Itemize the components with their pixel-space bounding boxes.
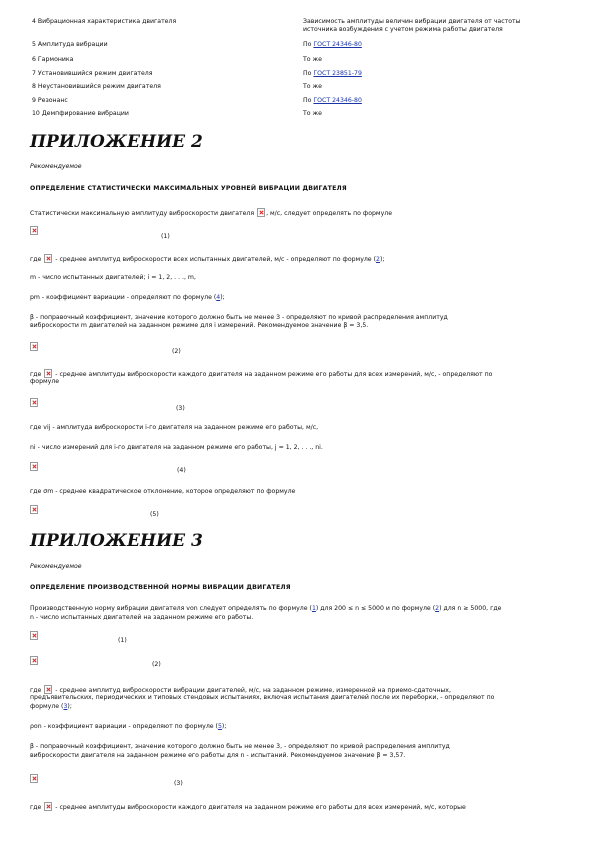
formula-ref-link[interactable]: 1 [311, 605, 316, 612]
formula-image-icon [30, 656, 38, 665]
appendix-2-para-cont: формуле [30, 378, 60, 385]
formula-ref-link[interactable]: 2 [376, 256, 380, 263]
term-row-5-label: 5 Амплитуда вибрации [32, 41, 108, 48]
equation-number: (3) [176, 405, 185, 412]
term-row-6-definition: То же [303, 56, 322, 63]
appendix-2-heading: ПРИЛОЖЕНИЕ 2 [30, 132, 203, 152]
formula-ref-link[interactable]: 2 [435, 605, 440, 612]
formula-image-icon [30, 226, 38, 235]
formula-image-icon [30, 342, 38, 351]
appendix-2-intro: Статистически максимальную амплитуду виброскорости двигателя , м/с, следует определять по формуле [30, 210, 393, 217]
term-row-4-definition: Зависимость амплитуды величин вибрации двигателя от частоты [303, 18, 521, 25]
appendix-2-para: где - среднее амплитуд виброскорости всех испытанных двигателей, м/с - определяют по формуле (2); [30, 256, 385, 263]
appendix-3-intro-cont: n - число испытанных двигателей на заданном режиме его работы. [30, 614, 254, 621]
formula-image-icon [30, 398, 38, 407]
term-row-7-label: 7 Установившийся режим двигателя [32, 70, 153, 77]
appendix-2-para: где σm - среднее квадратическое отклонение, которое определяют по формуле [30, 488, 296, 495]
gost-link[interactable]: ГОСТ 23851-79 [313, 70, 362, 77]
appendix-3-recommended-label: Рекомендуемое [30, 563, 82, 570]
gost-link[interactable]: ГОСТ 24346-80 [313, 97, 362, 104]
term-row-4-label: 4 Вибрационная характеристика двигателя [32, 18, 177, 25]
appendix-3-heading: ПРИЛОЖЕНИЕ 3 [30, 531, 203, 551]
appendix-3-intro: Производственную норму вибрации двигателя von следует определять по формуле (1) для 200 ≤ n ≤ 5000 и по формуле (2) для n ≥ 5000, где [30, 605, 502, 612]
gost-link[interactable]: ГОСТ 24346-80 [313, 41, 362, 48]
appendix-3-title: ОПРЕДЕЛЕНИЕ ПРОИЗВОДСТВЕННОЙ НОРМЫ ВИБРАЦИИ ДВИГАТЕЛЯ [30, 584, 291, 591]
formula-ref-link[interactable]: 5 [217, 723, 222, 730]
formula-image-icon [30, 462, 38, 471]
term-row-5-definition: По ГОСТ 24346-80 [303, 41, 362, 48]
broken-image-icon [44, 685, 52, 694]
formula-ref-link[interactable]: 3 [63, 703, 68, 710]
term-row-6-label: 6 Гармоника [32, 56, 74, 63]
appendix-3-para: ρon - коэффициент вариации - определяют по формуле (5); [30, 723, 227, 730]
term-row-7-definition: По ГОСТ 23851-79 [303, 70, 362, 77]
formula-image-icon [30, 774, 38, 783]
equation-number: (4) [177, 467, 186, 474]
appendix-3-para: где - среднее амплитуд виброскорости вибрации двигателей, м/с, на заданном режиме, измеренной на приемо-сдаточных, [30, 687, 451, 694]
term-row-9-label: 9 Резонанс [32, 97, 68, 104]
appendix-2-recommended-label: Рекомендуемое [30, 163, 82, 170]
broken-image-icon [44, 802, 52, 811]
term-row-10-label: 10 Демпфирование вибрации [32, 110, 129, 117]
appendix-2-title: ОПРЕДЕЛЕНИЕ СТАТИСТИЧЕСКИ МАКСИМАЛЬНЫХ УРОВНЕЙ ВИБРАЦИИ ДВИГАТЕЛЯ [30, 185, 347, 192]
formula-image-icon [30, 505, 38, 514]
appendix-2-para: m - число испытанных двигателей; i = 1, 2, . . ., m, [30, 274, 196, 281]
term-row-8-label: 8 Неустановившийся режим двигателя [32, 83, 161, 90]
appendix-2-para: ni - число измерений для i-го двигателя на заданном режиме его работы, j = 1, 2, . . ., ni. [30, 444, 323, 451]
term-row-10-definition: То же [303, 110, 322, 117]
broken-image-icon [44, 369, 52, 378]
equation-number: (1) [161, 233, 170, 240]
equation-number: (2) [172, 348, 181, 355]
term-row-9-definition: По ГОСТ 24346-80 [303, 97, 362, 104]
equation-number: (3) [174, 780, 183, 787]
equation-number: (2) [152, 661, 161, 668]
term-row-8-definition: То же [303, 83, 322, 90]
appendix-2-para: pm - коэффициент вариации - определяют по формуле (4); [30, 294, 225, 301]
appendix-3-para: где - среднее амплитуды виброскорости каждого двигателя на заданном режиме его работы для всех измерений, м/с, которые [30, 804, 466, 811]
term-row-4-definition-cont: источника возбуждения с учетом режима работы двигателя [303, 26, 503, 33]
appendix-3-para-cont: виброскорости двигателя на заданном режиме его работы для n - испытаний. Рекомендуемое значение β = 3,57. [30, 752, 406, 759]
appendix-3-para-cont: формуле (3); [30, 703, 72, 710]
broken-image-icon [44, 254, 52, 263]
appendix-3-para-cont: предъявительских, периодических и типовых стендовых испытаниях, включая испытания двигателей после их переборки, - определяют по [30, 694, 495, 701]
formula-image-icon [30, 631, 38, 640]
formula-ref-link[interactable]: 4 [216, 294, 221, 301]
broken-image-icon [257, 208, 265, 217]
equation-number: (1) [118, 637, 127, 644]
appendix-2-para: где vij - амплитуда виброскорости i-го двигателя на заданном режиме его работы, м/с, [30, 424, 319, 431]
appendix-2-para: β - поправочный коэффициент, значение которого должно быть не менее 3 - определяют по кривой распределения амплитуд [30, 314, 448, 321]
equation-number: (5) [150, 511, 159, 518]
appendix-2-para-cont: виброскорости m двигателей на заданном режиме для i измерений. Рекомендуемое значение β = 3,5. [30, 322, 369, 329]
appendix-3-para: β - поправочный коэффициент, значение которого должно быть не менее 3, - определяют по кривой распределения амплитуд [30, 743, 450, 750]
appendix-2-para: где - среднее амплитуды виброскорости каждого двигателя на заданном режиме его работы для всех измерений, м/с, - определяют по [30, 371, 493, 378]
